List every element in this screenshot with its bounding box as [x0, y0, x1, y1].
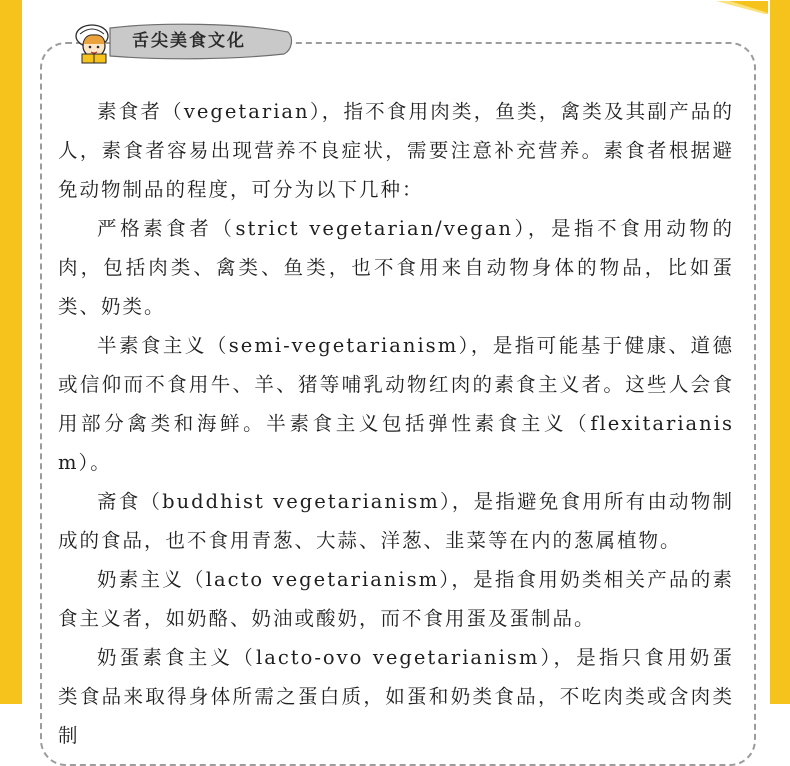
paragraph-buddhist-vegetarianism: 斋食（buddhist vegetarianism），是指避免食用所有由动物制成的食品，也不食用青葱、大蒜、洋葱、韭菜等在内的葱属植物。 [58, 490, 734, 552]
article-body [58, 92, 734, 755]
paragraph-vegetarian-definition: 素食者（vegetarian），指不食用肉类，鱼类，禽类及其副产品的人，素食者容易出现营养不良症状，需要注意补充营养。素食者根据避免动物制品的程度，可分为以下几种： [58, 100, 734, 201]
paragraph-strict-vegetarian: 严格素食者（strict vegetarian/vegan），是指不食用动物的肉，包括肉类、禽类、鱼类，也不食用来自动物身体的物品，比如蛋类、奶类。 [58, 217, 734, 318]
corner-stripe-decoration [708, 0, 768, 14]
header-title: 舌尖美食文化 [132, 31, 246, 51]
chef-girl-reading-icon [76, 25, 108, 63]
paragraph-semi-vegetarianism: 半素食主义（semi-vegetarianism），是指可能基于健康、道德或信仰而不食用牛、羊、猪等哺乳动物红肉的素食主义者。这些人会食用部分禽类和海鲜。半素食主义包括弹性素食主义（flexitarianism）。 [58, 334, 734, 474]
paragraph-lacto-vegetarianism: 奶素主义（lacto vegetarianism），是指食用奶类相关产品的素食主义者，如奶酪、奶油或酸奶，而不食用蛋及蛋制品。 [58, 568, 734, 630]
header-badge [70, 20, 294, 64]
right-yellow-band [770, 0, 790, 704]
left-yellow-band [0, 0, 22, 704]
paragraph-lacto-ovo-vegetarianism: 奶蛋素食主义（lacto-ovo vegetarianism），是指只食用奶蛋类食品来取得身体所需之蛋白质，如蛋和奶类食品，不吃肉类或含肉类制 [58, 646, 734, 747]
